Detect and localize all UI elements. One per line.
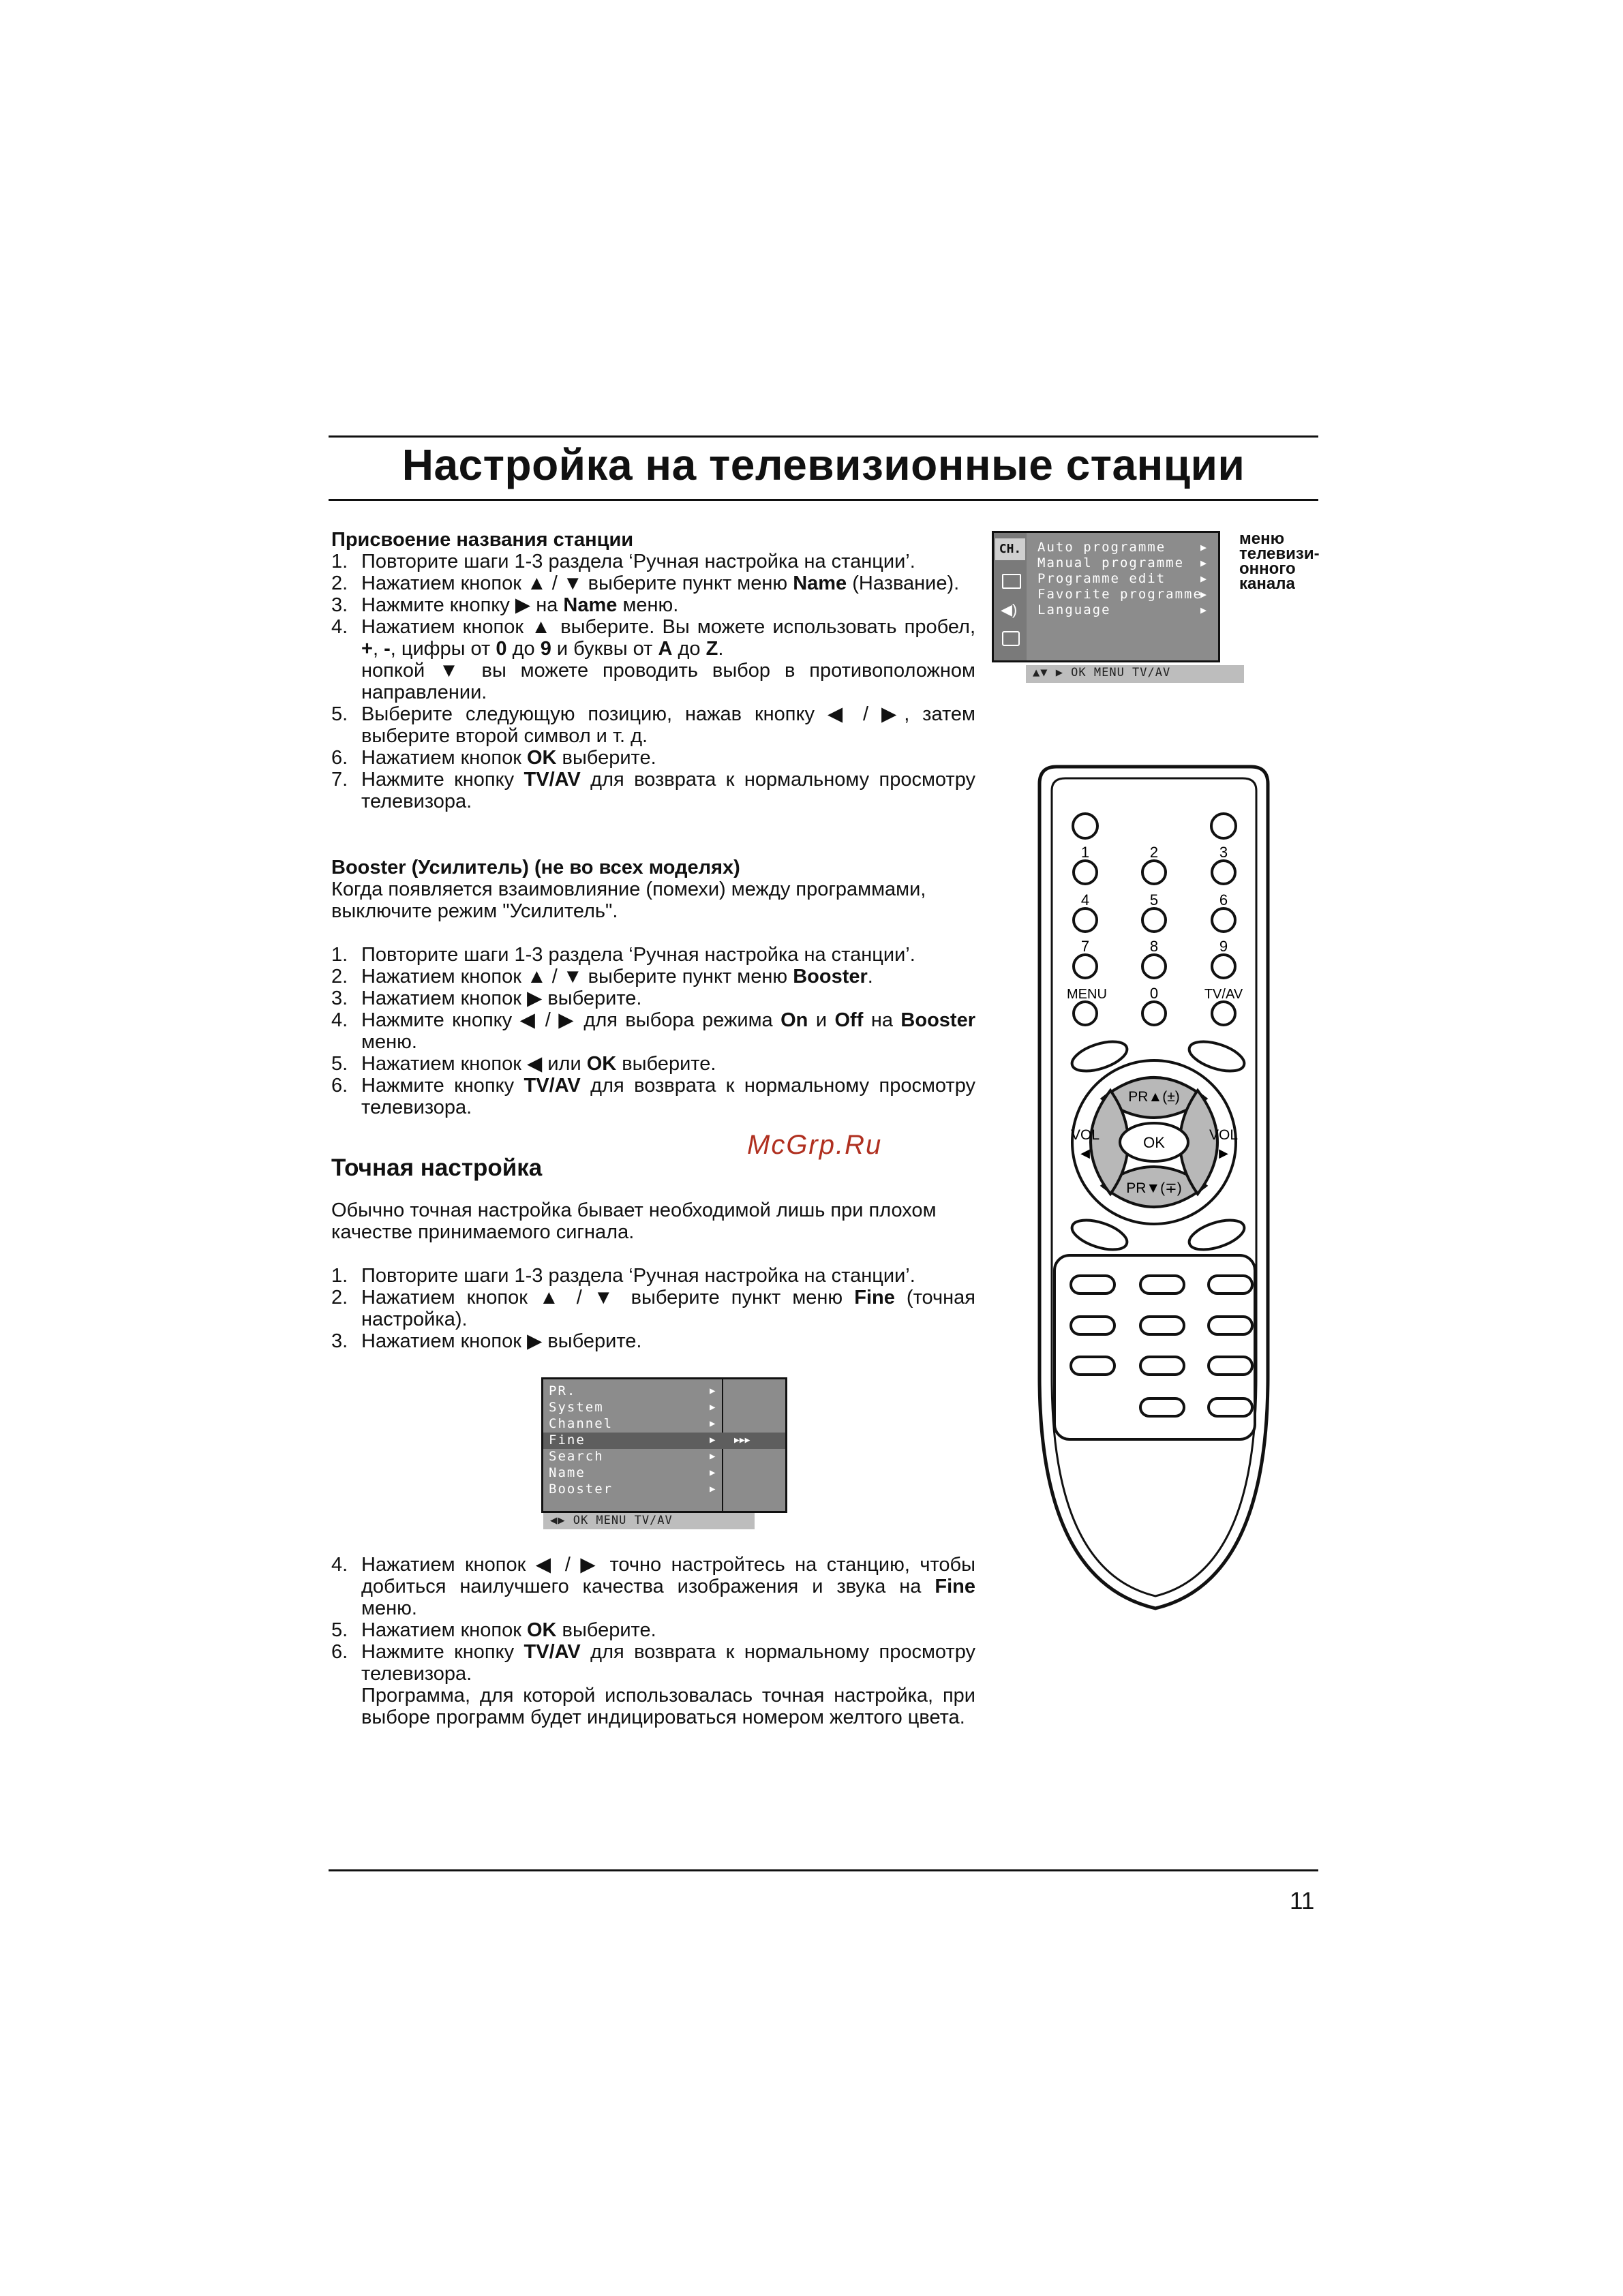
- step-number: 1.: [331, 944, 348, 966]
- step-text: Выберите следующую позицию, нажав кнопку ◀ / ▶, затем выберите второй символ и т. д.: [361, 703, 975, 747]
- step-item: [331, 1075, 975, 1118]
- digit-button-0[interactable]: [1142, 1002, 1166, 1025]
- step-number: 4.: [331, 1009, 348, 1031]
- section-intro: Обычно точная настройка бывает необходимой лишь при плохом качестве принимаемого сигнала.: [331, 1199, 937, 1243]
- step-item: [331, 1265, 975, 1287]
- osd-items: [1037, 540, 1212, 618]
- chevron-left-icon: ◀: [1080, 1146, 1090, 1160]
- osd-manual-footer: ◀▶ OK MENU TV/AV: [543, 1513, 755, 1529]
- function-button[interactable]: [1209, 1357, 1252, 1375]
- digit-label: 8: [1149, 938, 1159, 955]
- step-number: 6.: [331, 1641, 348, 1663]
- section-booster: [331, 857, 975, 1118]
- function-button[interactable]: [1071, 1357, 1114, 1375]
- step-text: Нажмите кнопку ▶ на Name меню.: [361, 594, 679, 616]
- osd-item-label: System: [549, 1400, 604, 1415]
- step-number: 3.: [331, 1330, 348, 1352]
- speaker-icon: ◀): [1001, 601, 1018, 618]
- osd-menu-item[interactable]: [543, 1383, 785, 1400]
- step-text: Нажатием кнопок ▲ / ▼ выберите пункт меню Name (Название).: [361, 572, 960, 594]
- pr-down-label: PR▼(∓): [1126, 1180, 1182, 1196]
- function-button[interactable]: [1071, 1276, 1114, 1294]
- step-text: Нажатием кнопок ◀ / ▶ точно настройтесь на станцию, чтобы добиться наилучшего качества изображения и звука на Fine меню.: [361, 1554, 975, 1619]
- chevron-right-icon: ▶: [710, 1484, 717, 1495]
- chevron-right-icon: ▶: [710, 1386, 717, 1396]
- osd-tab-ch: CH.: [995, 538, 1025, 560]
- step-number: 5.: [331, 1619, 348, 1641]
- step-item: [331, 1053, 975, 1075]
- step-number: 2.: [331, 572, 348, 594]
- step-text: Нажатием кнопок ▲ / ▼ выберите пункт меню Fine (точная настройка).: [361, 1287, 975, 1330]
- osd-items: [543, 1383, 785, 1498]
- osd-item-label: Fine: [549, 1433, 586, 1448]
- section-intro: Когда появляется взаимовлияние (помехи) между программами, выключите режим "Усилитель".: [331, 878, 926, 922]
- chevron-right-icon: ▶: [1219, 1146, 1228, 1160]
- function-button[interactable]: [1140, 1398, 1184, 1416]
- chevron-right-icon: ▶: [710, 1402, 717, 1413]
- osd-menu-item[interactable]: [543, 1433, 785, 1449]
- function-button[interactable]: [1140, 1276, 1184, 1294]
- step-text: Нажатием кнопок OK выберите.: [361, 1619, 656, 1641]
- lock-icon: [1002, 631, 1020, 646]
- digit-label: 9: [1219, 938, 1228, 955]
- step-number: 5.: [331, 703, 348, 725]
- step-item: [331, 616, 975, 703]
- osd-item-label: Booster: [549, 1482, 613, 1497]
- osd-menu-item[interactable]: [543, 1482, 785, 1498]
- step-text: Нажмите кнопку TV/AV для возврата к нормальному просмотру телевизора.: [361, 769, 976, 812]
- step-number: 2.: [331, 966, 348, 988]
- function-button[interactable]: [1209, 1317, 1252, 1334]
- step-item: [331, 594, 975, 616]
- osd-menu-item[interactable]: [1037, 587, 1212, 602]
- digit-button-3[interactable]: [1212, 861, 1235, 884]
- digit-label: 5: [1149, 891, 1159, 908]
- osd-item-label: Name: [549, 1465, 586, 1480]
- steps-list: [331, 944, 975, 1118]
- section-heading: Точная настройка: [331, 1154, 543, 1181]
- vol-left-label: VOL: [1070, 1127, 1100, 1143]
- digit-label: 1: [1080, 844, 1090, 861]
- step-item: [331, 988, 975, 1009]
- osd-channel-menu: [992, 531, 1220, 662]
- step-number: 3.: [331, 988, 348, 1009]
- step-text: Нажатием кнопок ▲ / ▼ выберите пункт меню Booster.: [361, 966, 873, 988]
- digit-button-4[interactable]: [1074, 908, 1097, 932]
- osd-item-label: PR.: [549, 1383, 577, 1398]
- step-item: [331, 769, 975, 812]
- digit-label: 0: [1149, 985, 1159, 1002]
- step-item: [331, 1619, 975, 1641]
- caption-line: канала: [1239, 575, 1295, 593]
- step-item: [331, 1009, 975, 1053]
- caption-line: меню: [1239, 530, 1285, 548]
- bottom-rule: [329, 1869, 1318, 1871]
- step-number: 2.: [331, 1287, 348, 1308]
- chevron-right-icon: ▶: [1200, 588, 1208, 600]
- section-heading: Присвоение названия станции: [331, 529, 634, 551]
- section-fine-tuning-continued: [331, 1554, 975, 1728]
- step-number: 1.: [331, 1265, 348, 1287]
- tv-icon: [1002, 574, 1021, 589]
- vol-right-label: VOL: [1209, 1127, 1239, 1143]
- digit-label: 7: [1080, 938, 1090, 955]
- digit-button-2[interactable]: [1142, 861, 1166, 884]
- page-number: 11: [1290, 1888, 1315, 1914]
- chevron-right-icon: ▶: [1200, 557, 1208, 569]
- osd-item-label: Auto programme: [1037, 540, 1166, 555]
- osd-channel-caption: [1239, 532, 1320, 592]
- steps-list: [331, 1265, 975, 1352]
- section-station-naming: [331, 529, 975, 812]
- chevron-right-icon: ▶: [710, 1451, 717, 1462]
- osd-channel-footer: ▲▼ ▶ OK MENU TV/AV: [1026, 665, 1244, 683]
- remote-control: [1026, 763, 1285, 1615]
- step-text: Повторите шаги 1-3 раздела ‘Ручная настройка на станции’.: [361, 944, 915, 966]
- caption-line: онного: [1239, 560, 1296, 578]
- osd-item-label: Language: [1037, 602, 1111, 617]
- step-text: Нажатием кнопок ◀ или OK выберите.: [361, 1053, 716, 1075]
- function-button[interactable]: [1140, 1357, 1184, 1375]
- digit-button-9[interactable]: [1212, 955, 1235, 978]
- step-item: [331, 1641, 975, 1728]
- section-heading: Booster (Усилитель) (не во всех моделях): [331, 857, 740, 878]
- osd-menu-item[interactable]: [1037, 602, 1212, 618]
- function-button[interactable]: [1071, 1317, 1114, 1334]
- osd-menu-item[interactable]: [1037, 571, 1212, 587]
- step-number: 6.: [331, 747, 348, 769]
- chevron-right-icon: ▶: [1200, 572, 1208, 585]
- osd-item-label: Programme edit: [1037, 571, 1166, 586]
- osd-manual-menu: [541, 1377, 787, 1513]
- step-item: [331, 1330, 975, 1352]
- digit-label: 2: [1149, 844, 1159, 861]
- digit-label: 3: [1219, 844, 1228, 861]
- step-text: Нажатием кнопок ▲ выберите. Вы можете использовать пробел, +, -, цифры от 0 до 9 и буквы от A до Z. нопкой ▼ вы можете проводить выбор в противоположном направлении.: [361, 616, 975, 703]
- digit-button-8[interactable]: [1142, 955, 1166, 978]
- chevron-right-icon: ▶: [710, 1435, 717, 1445]
- step-text: Нажмите кнопку TV/AV для возврата к нормальному просмотру телевизора. Программа, для которой использовалась точная настройка, при выборе программ будет индицироваться номером желтого цвета.: [361, 1641, 976, 1728]
- step-number: 1.: [331, 551, 348, 572]
- tvav-label: TV/AV: [1204, 987, 1243, 1002]
- osd-item-label: Manual programme: [1037, 555, 1185, 570]
- step-item: [331, 551, 975, 572]
- step-number: 3.: [331, 594, 348, 616]
- step-item: [331, 572, 975, 594]
- step-text: Нажатием кнопок OK выберите.: [361, 747, 656, 769]
- function-button[interactable]: [1209, 1398, 1252, 1416]
- digit-label: 4: [1080, 891, 1090, 908]
- function-button[interactable]: [1209, 1276, 1252, 1294]
- digit-button-6[interactable]: [1212, 908, 1235, 932]
- osd-menu-item[interactable]: [1037, 555, 1212, 571]
- step-item: [331, 966, 975, 988]
- tvav-button[interactable]: [1212, 1002, 1235, 1025]
- osd-menu-item[interactable]: [543, 1449, 785, 1465]
- steps-list: [331, 1554, 975, 1728]
- step-text: Нажатием кнопок ▶ выберите.: [361, 988, 642, 1009]
- section-fine-tuning: [331, 1154, 975, 1352]
- step-text: Нажмите кнопку ◀ / ▶ для выбора режима On и Off на Booster меню.: [361, 1009, 975, 1053]
- chevron-right-icon: ▶: [1200, 604, 1208, 616]
- osd-menu-item[interactable]: [1037, 540, 1212, 555]
- chevron-right-icon: ▶: [710, 1418, 717, 1429]
- step-item: [331, 747, 975, 769]
- osd-item-label: Favorite programme: [1037, 587, 1202, 602]
- step-text: Нажмите кнопку TV/AV для возврата к нормальному просмотру телевизора.: [361, 1075, 976, 1118]
- digit-button-5[interactable]: [1142, 908, 1166, 932]
- top-rule: [329, 435, 1318, 438]
- step-text: Повторите шаги 1-3 раздела ‘Ручная настройка на станции’.: [361, 1265, 915, 1287]
- digit-label: 6: [1219, 891, 1228, 908]
- step-number: 4.: [331, 1554, 348, 1576]
- digit-button-1[interactable]: [1074, 861, 1097, 884]
- step-number: 7.: [331, 769, 348, 791]
- function-button[interactable]: [1140, 1317, 1184, 1334]
- osd-tab-column: [994, 533, 1027, 660]
- power-button[interactable]: [1073, 814, 1097, 838]
- step-item: [331, 703, 975, 747]
- step-number: 5.: [331, 1053, 348, 1075]
- osd-menu-item[interactable]: [543, 1400, 785, 1416]
- steps-list: [331, 551, 975, 812]
- title-underline: [329, 499, 1318, 501]
- osd-item-label: Search: [549, 1449, 604, 1464]
- pr-up-label: PR▲(±): [1128, 1089, 1180, 1105]
- step-item: [331, 944, 975, 966]
- chevron-right-icon: ▶: [1200, 541, 1208, 553]
- mute-button[interactable]: [1211, 814, 1236, 838]
- step-text: Повторите шаги 1-3 раздела ‘Ручная настройка на станции’.: [361, 551, 915, 572]
- menu-button[interactable]: [1074, 1002, 1097, 1025]
- osd-menu-item[interactable]: [543, 1465, 785, 1482]
- osd-item-label: Channel: [549, 1416, 613, 1431]
- caption-line: телевизи-: [1239, 545, 1320, 563]
- menu-label: MENU: [1067, 987, 1107, 1002]
- page-title: Настройка на телевизионные станции: [401, 440, 1245, 489]
- step-text: Нажатием кнопок ▶ выберите.: [361, 1330, 642, 1352]
- step-item: [331, 1287, 975, 1330]
- step-number: 4.: [331, 616, 348, 638]
- step-number: 6.: [331, 1075, 348, 1097]
- osd-menu-item[interactable]: [543, 1416, 785, 1433]
- digit-button-7[interactable]: [1074, 955, 1097, 978]
- osd-item-value: ▶▶▶: [734, 1435, 750, 1445]
- ok-label: OK: [1143, 1134, 1165, 1151]
- chevron-right-icon: ▶: [710, 1467, 717, 1478]
- step-item: [331, 1554, 975, 1619]
- watermark: McGrp.Ru: [747, 1130, 883, 1160]
